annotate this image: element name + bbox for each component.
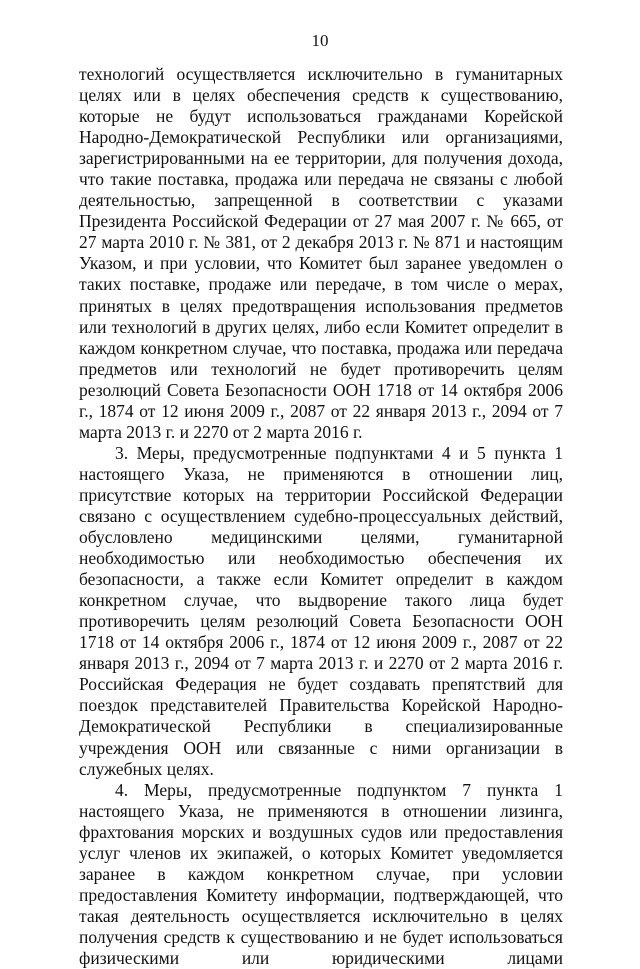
paragraph-continuation: технологий осуществляется исключительно в гуманитарных целях или в целях обеспечения средств к существованию, которые не будут использоваться гражданами Корейской Народно-Демократической Республики или организациями, зарегистрированными на ее территории, для получения дохода, что такие поставка, продажа или передача не связаны с любой деятельностью, запрещенной в соответствии с указами Президента Российской Федерации от 27 мая 2007 г. № 665, от 27 марта 2010 г. № 381, от 2 декабря 2013 г. № 871 и настоящим Указом, и при условии, что Комитет был заранее уведомлен о таких поставке, продаже или передаче, в том числе о мерах, принятых в целях предотвращения использования предметов или технологий в других целях, либо если Комитет определит в каждом конкретном случае, что поставка, продажа или передача предметов или технологий не будет противоречить целям резолюций Совета Безопасности ООН 1718 от 14 октября 2006 г., 1874 от 12 июня 2009 г., 2087 от 22 января 2013 г., 2094 от 7 марта 2013 г. и 2270 от 2 марта 2016 г.	[79, 64, 563, 442]
paragraph-item-3: 3. Меры, предусмотренные подпунктами 4 и 5 пункта 1 настоящего Указа, не применяются в отношении лиц, присутствие которых на территории Российской Федерации связано с осуществлением судебно-процессуальных действий, обусловлено медицинскими целями, гуманитарной необходимостью или необходимостью обеспечения их безопасности, а также если Комитет определит в каждом конкретном случае, что выдворение такого лица будет противоречить целям резолюций Совета Безопасности ООН 1718 от 14 октября 2006 г., 1874 от 12 июня 2009 г., 2087 от 22 января 2013 г., 2094 от 7 марта 2013 г. и 2270 от 2 марта 2016 г. Российская Федерация не будет создавать препятствий для поездок представителей Правительства Корейской Народно-Демократической Республики в специализированные учреждения ООН или связанные с ними организации в служебных целях.	[79, 442, 563, 779]
page-number: 10	[311, 31, 329, 50]
document-body	[79, 64, 563, 969]
paragraph-item-4: 4. Меры, предусмотренные подпунктом 7 пункта 1 настоящего Указа, не применяются в отношении лизинга, фрахтования морских и воздушных судов или предоставления услуг членов их экипажей, о которых Комитет уведомляется заранее в каждом конкретном случае, при условии предоставления Комитету информации, подтверждающей, что такая деятельность осуществляется исключительно в целях получения средств к существованию и не будет использоваться физическими или юридическими лицами	[79, 779, 563, 968]
